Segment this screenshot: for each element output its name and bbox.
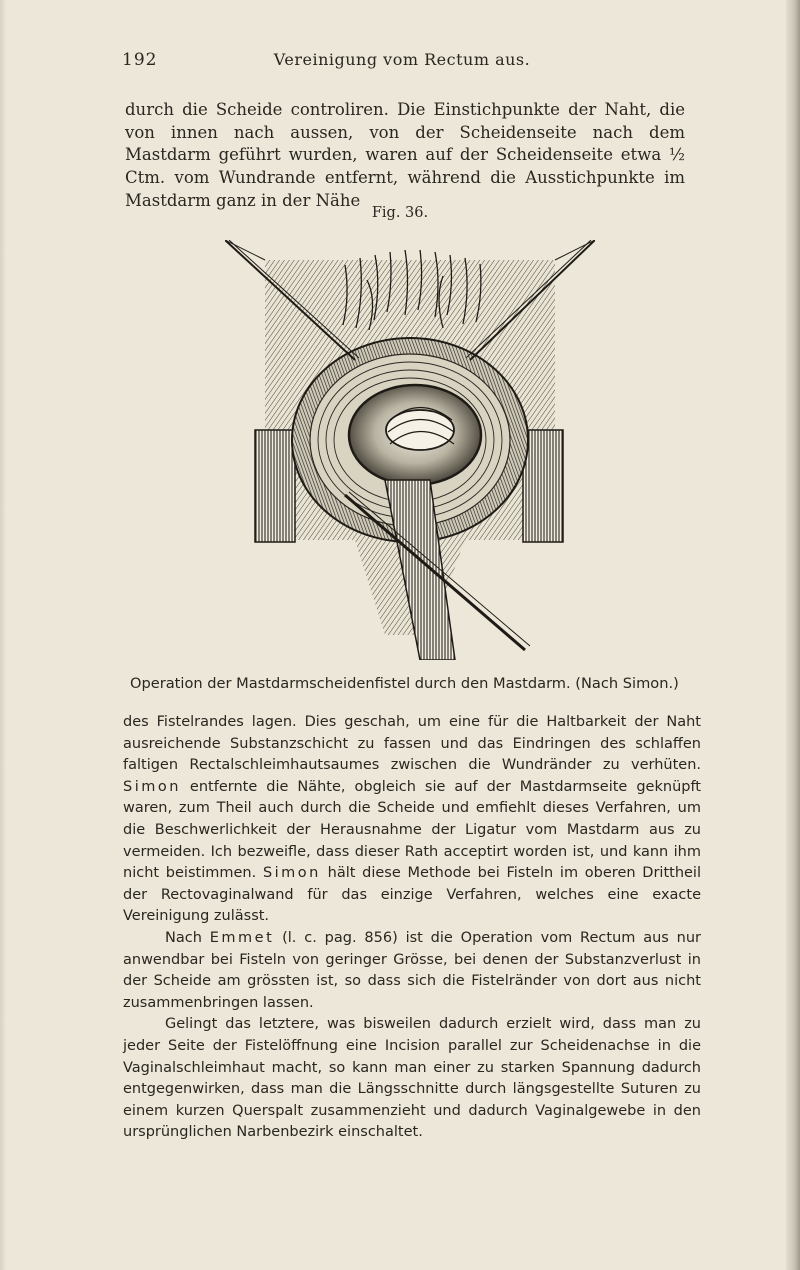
- figure-caption: Operation der Mastdarmscheidenfistel durch den Mastdarm. (Nach Simon.): [130, 675, 679, 692]
- top-paragraph: durch die Scheide controliren. Die Einstichpunkte der Naht, die von innen nach aussen, von der Scheidenseite nach dem Mastdarm geführt wurden, waren auf der Scheidenseite etwa ½ Ctm. vom Wundrande entfernt, während die Ausstichpunkte im Mastdarm ganz in der Nähe: [125, 100, 685, 210]
- figure-label: Fig. 36.: [371, 205, 429, 221]
- author-name-emmet: Emmet: [209, 929, 275, 946]
- engraving-illustration: [225, 240, 595, 660]
- running-title: Vereinigung vom Rectum aus.: [273, 50, 531, 69]
- paragraph-3: Gelingt das letztere, was bisweilen dadurch erzielt wird, dass man zu jeder Seite der Fistelöffnung eine Incision parallel zur Scheidenachse in die Vaginalschleimhaut macht, so kann man einer zu starken Spannung dadurch entgegenwirken, dass man die Längsschnitte durch längsgestellte Suturen zu einem kurzen Querspalt zusammenzieht und dadurch Vaginalgewebe in den ursprünglichen Narbenbezirk einschaltet.: [123, 1016, 701, 1141]
- right-retractor: [523, 430, 563, 542]
- page-number: 192: [122, 50, 158, 70]
- author-name-simon: Simon: [123, 778, 181, 795]
- paragraph-1: [123, 712, 701, 928]
- paragraph-2: [123, 928, 701, 1014]
- paragraph-2-text: (l. c. pag. 856) ist die Operation vom Rectum aus nur anwendbar bei Fisteln von geringer Grösse, bei denen der Substanzverlust in der Scheide am grössten ist, so dass sich die Fistelränder von dort aus nicht zusammenbringen lassen.: [123, 929, 702, 1011]
- page-left-edge: [0, 0, 6, 1270]
- page-right-edge: [786, 0, 800, 1270]
- paragraph-1-part-a: des Fistelrandes lagen. Dies geschah, um eine für die Haltbarkeit der Naht ausreichende Substanzschicht zu fassen und das Eindringen des schlaffen faltigen Rectalschleimhautsaumes zwischen die Wundränder zu verhüten.: [123, 714, 701, 774]
- left-retractor: [255, 430, 295, 542]
- author-name-simon-2: Simon: [262, 865, 321, 882]
- paragraph-1-part-b: entfernte die Nähte, obgleich sie auf der Mastdarmseite geknüpft waren, zum Theil auch durch die Scheide und emfiehlt dieses Verfahren, um die Beschwerlichkeit der Herausnahme der Ligatur vom Mastdarm aus zu vermeiden. Ich bezweifle, dass dieser Rath acceptirt worden ist, und kann ihm nicht beistimmen.: [123, 778, 701, 882]
- paragraph-2-pre: Nach: [165, 929, 202, 946]
- figure-illustration: [225, 240, 595, 660]
- paragraph-1-part-c: hält diese Methode bei Fisteln im oberen Drittheil der Rectovaginalwand für das einzige Verfahren, welches eine exacte Vereinigung zulässt.: [123, 865, 701, 925]
- body-text: [123, 712, 701, 1144]
- page-header: [122, 50, 682, 76]
